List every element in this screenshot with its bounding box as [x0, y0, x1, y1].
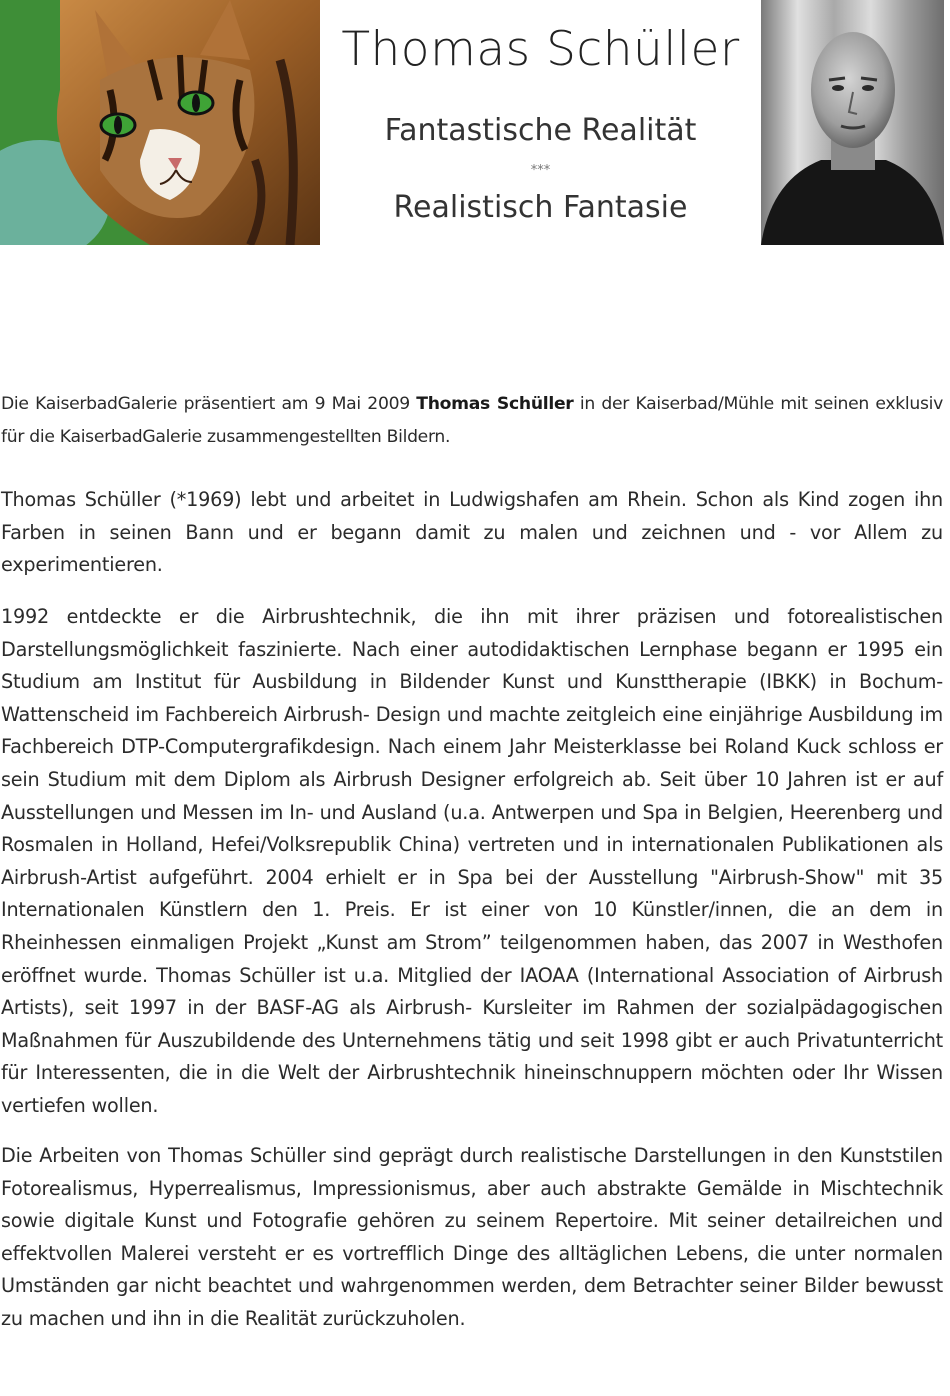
paragraph-text: Thomas Schüller (*1969) lebt und arbeitet in Ludwigshafen am Rhein. Schon als Kind zogen ihn Farben in seinen Bann und er begann damit zu malen und zeichnen und - vor Allem zu experimentieren. — [1, 488, 943, 577]
biography-paragraph-2 — [1, 601, 943, 1123]
artist-name-title: Thomas Schüller — [341, 22, 740, 77]
paragraph-text: 1992 entdeckte er die Airbrushtechnik, die ihn mit ihrer präzisen und fotorealistischen Darstellungsmöglichkeit faszinierte. Nach einer autodidaktischen Lernphase begann er 1995 ein Studium am Institut für Ausbildung in Bildender Kunst und Kunsttherapie (IBKK) in Bochum-Wattenscheid im Fachbereich Airbrush- Design und machte zeitgleich eine einjährige Ausbildung im Fachbereich DTP-Computergrafikdesign. Nach einem Jahr Meisterklasse bei Roland Kuck schloss er sein Studium mit dem Diplom als Airbrush Designer erfolgreich ab. Seit über 10 Jahren ist er auf Ausstellungen und Messen im In- und Ausland (u.a. Antwerpen und Spa in Belgien, Heerenberg und Rosmalen in Holland, Hefei/Volksrepublik China) vertreten und in internationalen Publikationen als Airbrush-Artist aufgeführt. 2004 erhielt er in Spa bei der Ausstellung "Airbrush-Show" mit 35 Internationalen Künstlern den 1. Preis. Er ist einer von 10 Künstler/innen, die an dem in Rheinhessen einmaligen Projekt „Kunst am Strom” teilgenommen haben, das 2007 in Westhofen eröffnet wurde. Thomas Schüller ist u.a. Mitglied der IAOAA (International Association of Airbrush Artists), seit 1997 in der BASF-AG als Airbrush- Kursleiter im Rahmen der sozialpädagogischen Maßnahmen für Auszubildende des Unternehmens tätig und seit 1998 gibt er auch Privatunterricht für Interessenten, die in die Welt der Airbrushtechnik hineinschnuppern möchten oder Ihr Wissen vertiefen wollen. — [1, 605, 943, 1117]
cat-painting-graphic — [0, 0, 320, 245]
intro-text-start: Die KaiserbadGalerie präsentiert am 9 Mai 2009 — [1, 394, 417, 414]
intro-artist-name: Thomas Schüller — [416, 394, 574, 414]
cat-painting-image — [0, 0, 320, 245]
intro-text-end: in der Kaiserbad/Mühle mit seinen exklusiv für die KaiserbadGalerie zusammengestellten Bildern. — [1, 394, 943, 447]
intro-paragraph — [1, 388, 943, 454]
artist-portrait-graphic — [761, 0, 944, 245]
paragraph-text: Die Arbeiten von Thomas Schüller sind geprägt durch realistische Darstellungen in den Kunststilen Fotorealismus, Hyperrealismus, Impressionismus, aber auch abstrakte Gemälde in Mischtechnik sowie digitale Kunst und Fotografie gehören zu seinem Repertoire. Mit seiner detailreichen und effektvollen Malerei versteht er es vortrefflich Dinge des alltäglichen Lebens, die unter normalen Umständen gar nicht beachtet und wahrgenommen werden, dem Betrachter seiner Bilder bewusst zu machen und ihn in die Realität zurückzuholen. — [1, 1144, 943, 1330]
subtitle-fantastische-realitaet: Fantastische Realität — [384, 113, 697, 148]
subtitle-realistisch-fantasie: Realistisch Fantasie — [393, 190, 688, 225]
subtitle-separator: *** — [530, 163, 551, 178]
biography-paragraph-3 — [1, 1140, 943, 1336]
biography-paragraph-1 — [1, 484, 943, 582]
artist-portrait-image — [761, 0, 944, 245]
